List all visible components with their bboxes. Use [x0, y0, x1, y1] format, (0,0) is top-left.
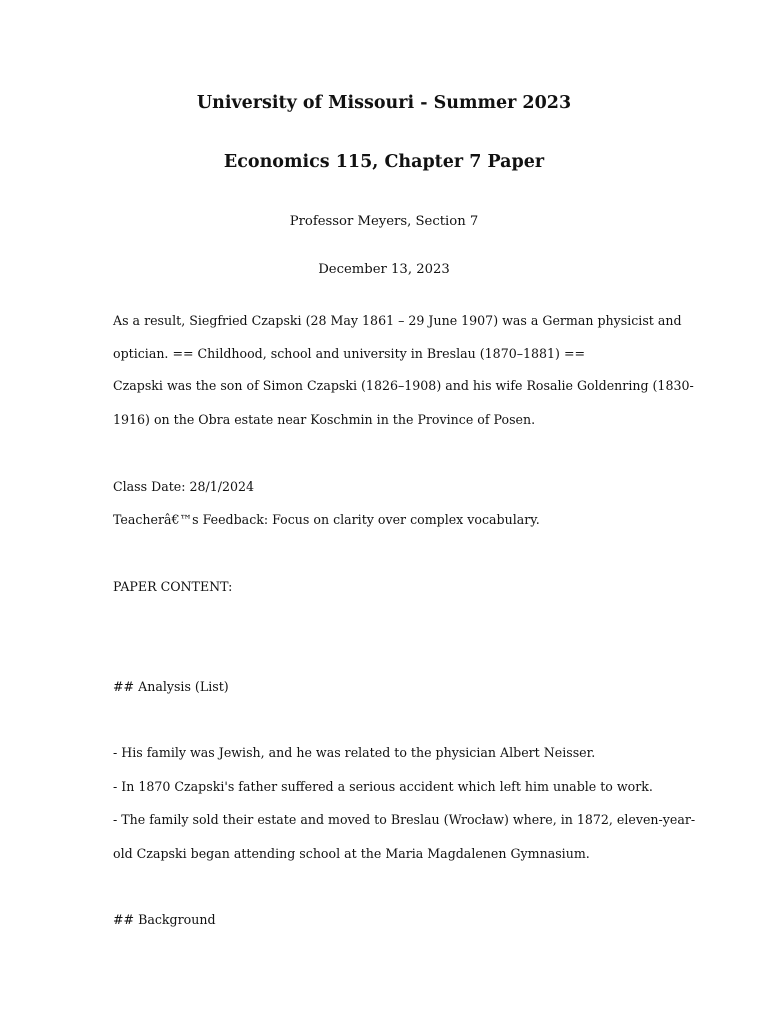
intro-line: Czapski was the son of Simon Czapski (1826–1908) and his wife Rosalie Goldenring (1830- [113, 378, 694, 393]
class-date: Class Date: 28/1/2024 [113, 479, 255, 494]
analysis-list-item: - In 1870 Czapski's father suffered a serious accident which left him unable to work. [113, 779, 653, 794]
date-line: December 13, 2023 [318, 262, 450, 277]
professor-line: Professor Meyers, Section 7 [289, 214, 479, 229]
intro-line: optician. == Childhood, school and university in Breslau (1870–1881) == [113, 346, 586, 361]
teacher-feedback: Teacherâ€™s Feedback: Focus on clarity over complex vocabulary. [113, 512, 540, 527]
analysis-heading: ## Analysis (List) [113, 679, 229, 694]
paper-content-label: PAPER CONTENT: [113, 579, 233, 594]
intro-line: 1916) on the Obra estate near Koschmin in the Province of Posen. [113, 412, 536, 427]
university-title: University of Missouri - Summer 2023 [196, 93, 572, 113]
analysis-list-item: - The family sold their estate and moved to Breslau (Wrocław) where, in 1872, eleven-year- [113, 812, 696, 827]
background-heading: ## Background [113, 912, 216, 927]
analysis-list-item: - His family was Jewish, and he was related to the physician Albert Neisser. [113, 745, 596, 760]
intro-line: As a result, Siegfried Czapski (28 May 1861 – 29 June 1907) was a German physicist and [113, 313, 682, 328]
analysis-list-item: old Czapski began attending school at the Maria Magdalenen Gymnasium. [113, 846, 590, 861]
course-title: Economics 115, Chapter 7 Paper [223, 152, 545, 172]
